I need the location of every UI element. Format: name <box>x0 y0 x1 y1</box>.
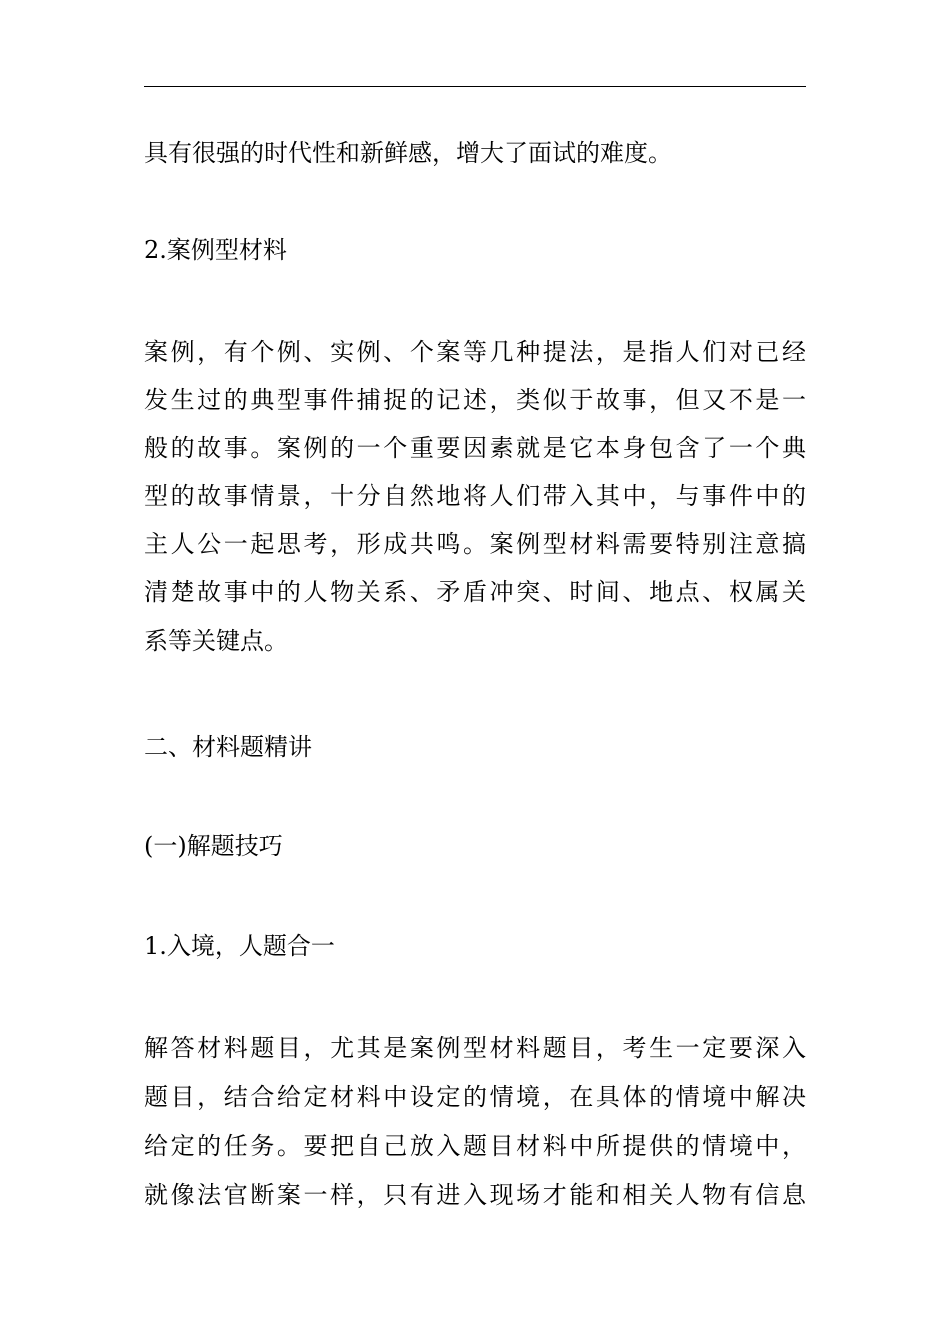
paragraph2-line-3: 给定的任务。要把自己放入题目材料中所提供的情境中， <box>144 1132 806 1160</box>
paragraph2-line-4: 就像法官断案一样，只有进入现场才能和相关人物有信息 <box>144 1181 806 1209</box>
subsection-heading: (一)解题技巧 <box>144 832 283 860</box>
paragraph2-line-1: 解答材料题目，尤其是案例型材料题目，考生一定要深入 <box>144 1034 806 1062</box>
paragraph-line-6: 清楚故事中的人物关系、矛盾冲突、时间、地点、权属关 <box>144 578 806 606</box>
paragraph-line-4: 型的故事情景，十分自然地将人们带入其中，与事件中的 <box>144 482 806 510</box>
paragraph-line-2: 发生过的典型事件捕捉的记述，类似于故事，但又不是一 <box>144 386 806 414</box>
paragraph-line-1: 案例，有个例、实例、个案等几种提法，是指人们对已经 <box>144 338 806 366</box>
paragraph-line-5: 主人公一起思考，形成共鸣。案例型材料需要特别注意搞 <box>144 530 806 558</box>
paragraph-line-3: 般的故事。案例的一个重要因素就是它本身包含了一个典 <box>144 434 806 462</box>
item-heading: 1.入境，人题合一 <box>144 932 335 960</box>
paragraph-line-7: 系等关键点。 <box>144 627 288 655</box>
paragraph2-line-2: 题目，结合给定材料中设定的情境，在具体的情境中解决 <box>144 1083 806 1111</box>
text-line-continuation: 具有很强的时代性和新鲜感，增大了面试的难度。 <box>144 139 672 167</box>
heading-case-material: 2.案例型材料 <box>144 236 287 264</box>
header-rule <box>144 86 806 87</box>
section-heading: 二、材料题精讲 <box>144 733 312 761</box>
